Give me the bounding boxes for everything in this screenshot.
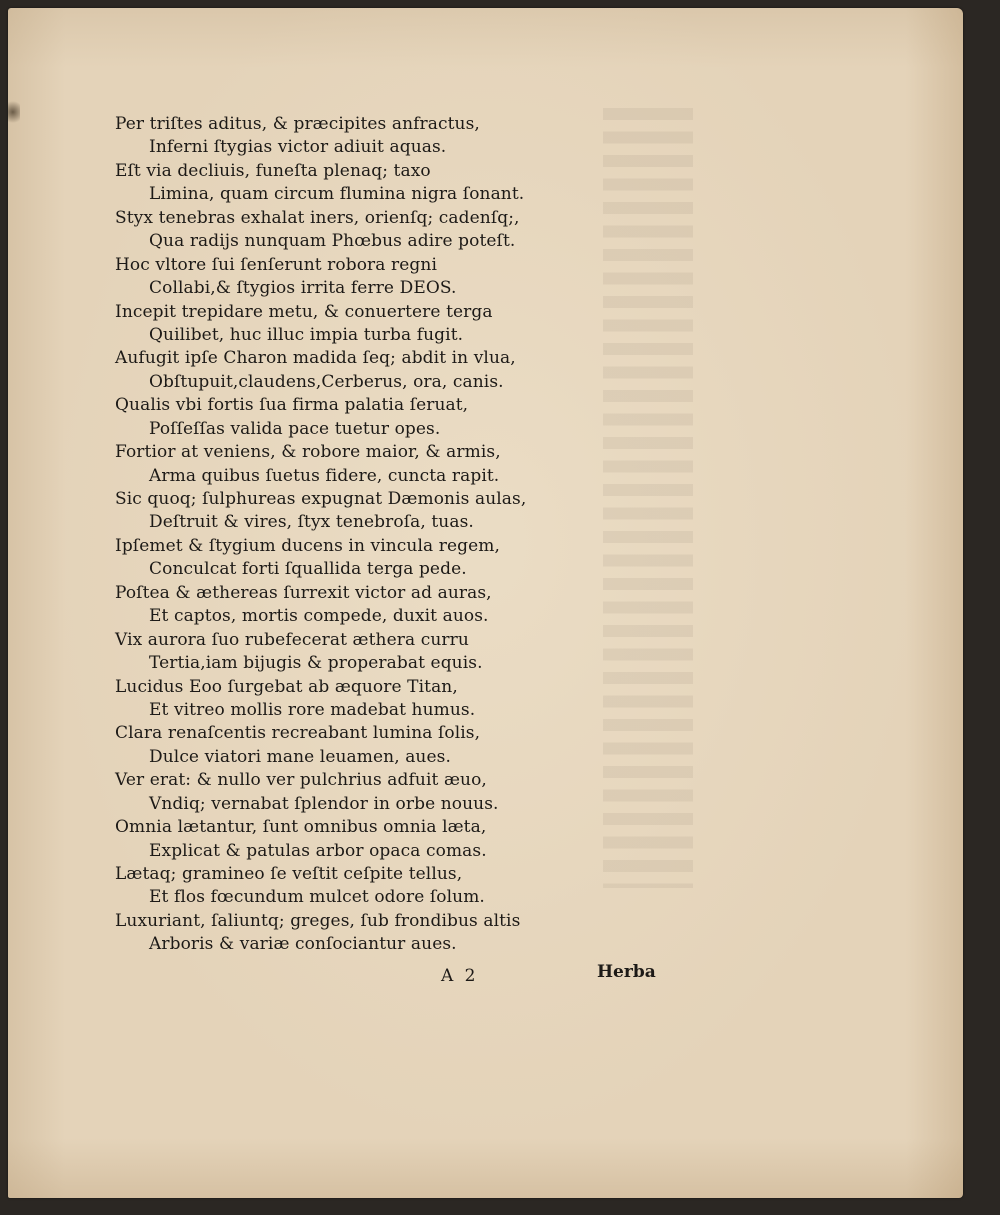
verse-line: Poſtea & æthereas ſurrexit victor ad auras, [115, 582, 492, 603]
verse-line: Omnia lætantur, ſunt omnibus omnia læta, [115, 817, 487, 838]
verse-line: Quilibet, huc illuc impia turba fugit. [149, 324, 464, 345]
show-through-text [603, 108, 693, 888]
verse-line: Et flos fœcundum mulcet odore ſolum. [149, 887, 485, 908]
verse-line: Poſſeſſas valida pace tuetur opes. [149, 418, 441, 439]
verse-line: Tertia,iam bijugis & properabat equis. [149, 653, 483, 674]
signature-mark: A 2 [441, 966, 479, 986]
verse-line: Deſtruit & vires, ſtyx tenebroſa, tuas. [149, 512, 474, 533]
verse-line: Luxuriant, ſaliuntq; greges, ſub frondibus altis [115, 910, 521, 931]
verse-line: Vix aurora ſuo rubefecerat æthera curru [115, 629, 469, 650]
verse-line: Obſtupuit,claudens,Cerberus, ora, canis. [149, 371, 504, 392]
verse-line: Explicat & patulas arbor opaca comas. [149, 840, 487, 861]
verse-line: Et vitreo mollis rore madebat humus. [149, 699, 476, 720]
verse-line: Lucidus Eoo ſurgebat ab æquore Titan, [115, 676, 458, 697]
verse-line: Ver erat: & nullo ver pulchrius adfuit æuo, [115, 770, 487, 791]
verse-line: Eſt via decliuis, funeſta plenaq; taxo [115, 160, 431, 181]
verse-line: Inferni ſtygias victor adiuit aquas. [149, 137, 447, 158]
verse-line: Aufugit ipſe Charon madida ſeq; abdit in vlua, [115, 348, 516, 369]
verse-line: Hoc vltore ſui ſenſerunt robora regni [115, 254, 437, 275]
catchword: Herba [597, 962, 656, 982]
verse-line: Per triſtes aditus, & præcipites anfractus, [115, 114, 480, 134]
verse-line: Et captos, mortis compede, duxit auos. [149, 606, 489, 627]
verse-line: Collabi,& ſtygios irrita ferre DEOS. [149, 278, 457, 299]
verse-line: Styx tenebras exhalat iners, orienſq; cadenſq;, [115, 207, 520, 228]
verse-line: Arma quibus ſuetus fidere, cuncta rapit. [149, 465, 500, 486]
verse-line: Vndiq; vernabat ſplendor in orbe nouus. [149, 793, 499, 814]
verse-line: Sic quoq; ſulphureas expugnat Dæmonis aulas, [115, 489, 527, 509]
verse-line: Lætaq; gramineo ſe veſtit ceſpite tellus, [115, 864, 463, 884]
verse-line: Limina, quam circum flumina nigra ſonant. [149, 184, 525, 205]
verse-line: Incepit trepidare metu, & conuertere terga [115, 301, 493, 322]
verse-line: Ipſemet & ſtygium ducens in vincula regem, [115, 535, 500, 556]
binding-stain [8, 98, 20, 126]
verse-line: Dulce viatori mane leuamen, aues. [149, 746, 451, 767]
verse-line: Qua radijs nunquam Phœbus adire poteſt. [149, 231, 516, 252]
verse-line: Arboris & variæ conſociantur aues. [149, 934, 457, 955]
verse-line: Qualis vbi fortis ſua firma palatia ſeruat, [115, 395, 469, 416]
verse-line: Fortior at veniens, & robore maior, & armis, [115, 442, 501, 463]
verse-line: Clara renaſcentis recreabant lumina ſolis, [115, 723, 481, 744]
verse-line: Conculcat forti ſquallida terga pede. [149, 559, 467, 580]
verse-text-block [115, 113, 585, 957]
